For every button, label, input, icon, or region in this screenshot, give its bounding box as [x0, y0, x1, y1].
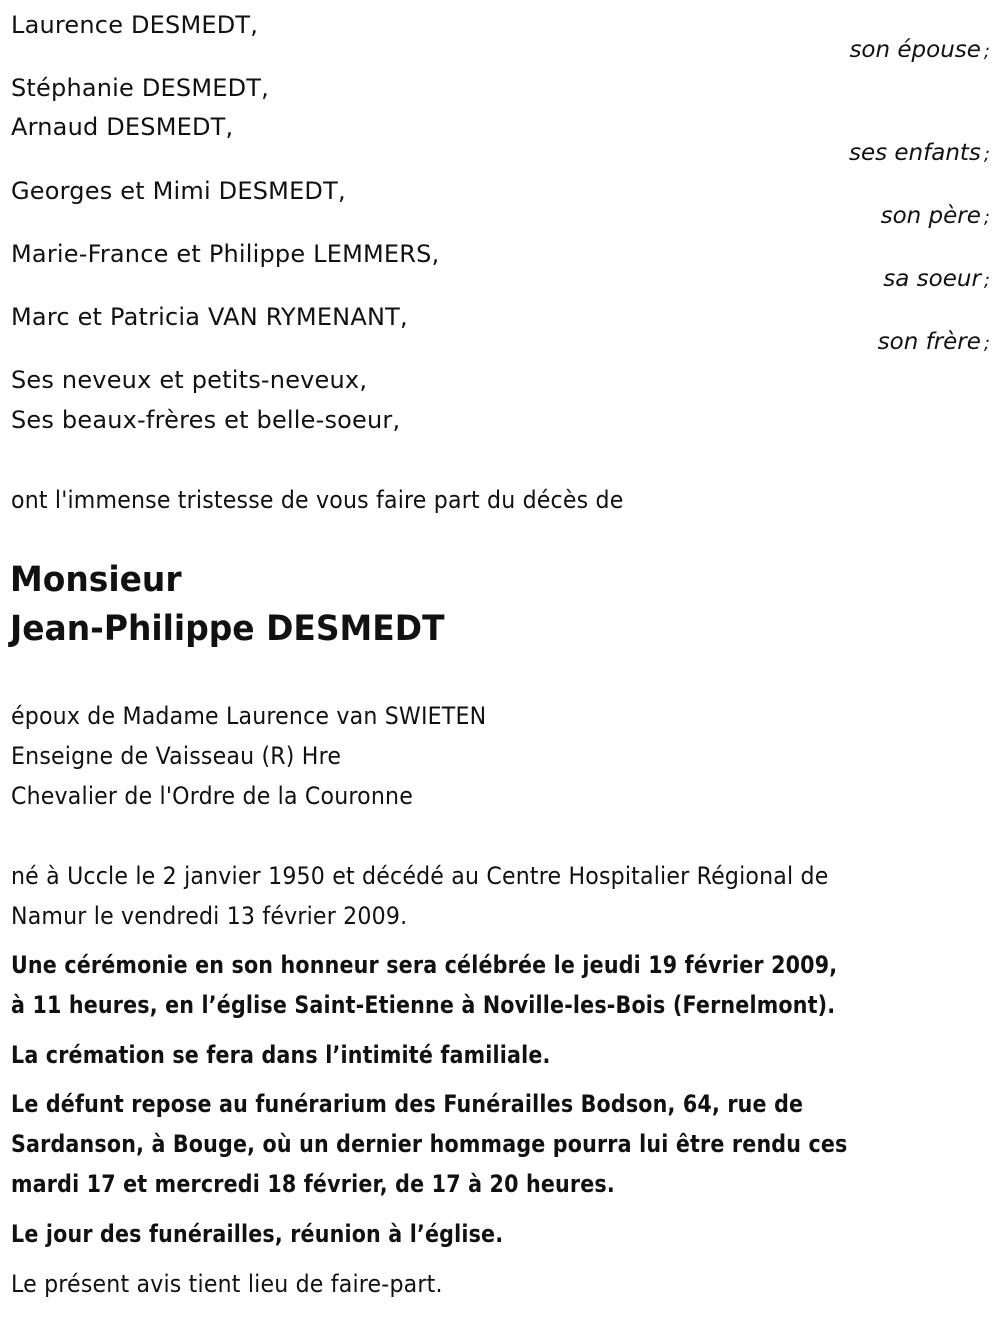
relation-text: ses enfants — [848, 140, 981, 166]
family-name: Marc et Patricia VAN RYMENANT, — [11, 303, 408, 331]
relation-label — [881, 202, 990, 232]
relation-label — [849, 36, 990, 66]
deceased-name: Jean-Philippe DESMEDT — [10, 609, 445, 649]
relation-label — [883, 265, 990, 295]
paragraph-line: Le défunt repose au funérarium des Funérailles Bodson, 64, rue de — [11, 1090, 804, 1118]
relation-semicolon: ; — [983, 207, 990, 228]
closing-paragraph: Le présent avis tient lieu de faire-part. — [11, 1270, 443, 1298]
family-name: Ses beaux-frères et belle-soeur, — [11, 406, 401, 434]
paragraph-line: né à Uccle le 2 janvier 1950 et décédé au Centre Hospitalier Régional de — [11, 862, 829, 890]
relation-semicolon: ; — [983, 333, 990, 354]
relation-semicolon: ; — [983, 41, 990, 62]
relation-label — [878, 328, 990, 358]
family-name: Stéphanie DESMEDT, — [11, 74, 269, 102]
family-name: Marie-France et Philippe LEMMERS, — [11, 240, 440, 268]
relation-text: sa soeur — [883, 266, 981, 292]
deceased-title: Monsieur — [10, 560, 182, 600]
meeting-paragraph: Le jour des funérailles, réunion à l’église. — [11, 1220, 504, 1248]
family-name: Laurence DESMEDT, — [11, 11, 259, 39]
family-name: Arnaud DESMEDT, — [11, 113, 234, 141]
title-line: Chevalier de l'Ordre de la Couronne — [11, 782, 413, 810]
paragraph-line: Namur le vendredi 13 février 2009. — [11, 902, 408, 930]
paragraph-line: Sardanson, à Bouge, où un dernier hommage pourra lui être rendu ces — [11, 1130, 848, 1158]
relation-text: son père — [880, 203, 981, 229]
paragraph-line: Une cérémonie en son honneur sera célébrée le jeudi 19 février 2009, — [11, 951, 838, 979]
cremation-paragraph: La crémation se fera dans l’intimité familiale. — [11, 1041, 551, 1069]
relation-text: son épouse — [849, 37, 981, 63]
relation-label — [849, 139, 990, 169]
relation-semicolon: ; — [983, 270, 990, 291]
relation-semicolon: ; — [983, 144, 990, 165]
relation-text: son frère — [877, 329, 981, 355]
family-name: Ses neveux et petits-neveux, — [11, 366, 368, 394]
family-name: Georges et Mimi DESMEDT, — [11, 177, 346, 205]
title-line: Enseigne de Vaisseau (R) Hre — [11, 742, 342, 770]
announcement-text: ont l'immense tristesse de vous faire part du décès de — [11, 486, 624, 514]
paragraph-line: mardi 17 et mercredi 18 février, de 17 à 20 heures. — [11, 1170, 615, 1198]
paragraph-line: à 11 heures, en l’église Saint-Etienne à Noville-les-Bois (Fernelmont). — [11, 991, 836, 1019]
title-line: époux de Madame Laurence van SWIETEN — [11, 702, 487, 730]
